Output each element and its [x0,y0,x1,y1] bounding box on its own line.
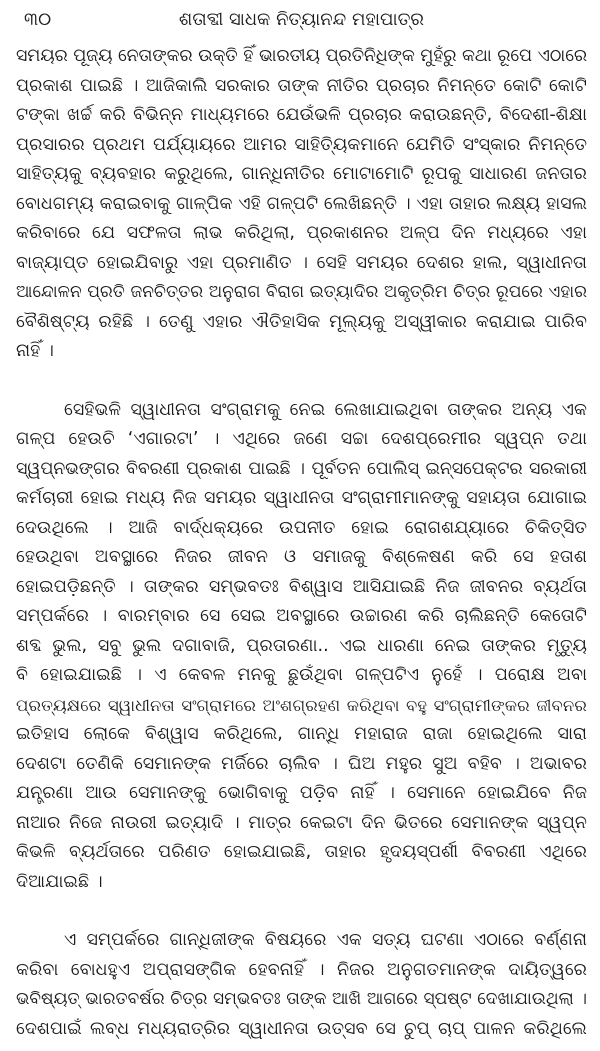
text-line: ବୋଧଗମ୍ୟ କରାଇବାକୁ ଗାଳ୍ପିକ ଏହି ଗଳ୍ପଟି ଲେଖିଛନ୍ତି । ଏହା ତାହାର ଲକ୍ଷ୍ୟ ହାସଲ [16,193,587,214]
text-line: ଇତିହାସ ଲୋକେ ବିଶ୍ୱାସ କରିଥିଲେ, ଗାନ୍ଧି ମହାରାଜ ରାଜା ହୋଇଥିଲେ ସାରା [16,724,587,744]
text-line: ପ୍ରକାଶ ପାଇଛି । ଆଜିକାଲି ସରକାର ତାଙ୍କ ନୀତିର ପ୍ରଚାର ନିମନ୍ତେ କୋଟି କୋଟି [16,75,587,96]
text-line: ପ୍ରସାରର ପ୍ରଥମ ପର୍ଯ୍ୟାୟରେ ଆମର ସାହିତ୍ୟିକମାନେ ଯେମିତି ସଂସ୍କାର ନିମନ୍ତେ [16,134,587,155]
text-line: ଯନ୍ତ୍ରଣା ଆଉ ସେମାନଙ୍କୁ ଭୋଗିବାକୁ ପଡ଼ିବ ନାହିଁ । ସେମାନେ ହୋଇଯିବେ ନିଜ [16,783,587,803]
paragraph-2 [16,396,587,898]
text-line: ସାହିତ୍ୟକୁ ବ୍ୟବହାର କରୁଥିଲେ, ଗାନ୍ଧିନୀତିର ମୋଟାମୋଟି ରୂପକୁ ସାଧାରଣ ଜନତାର [16,164,587,184]
text-line: ଏ ସମ୍ପର୍କରେ ଗାନ୍ଧିଜୀଙ୍କ ବିଷୟରେ ଏକ ସତ୍ୟ ଘଟଣା ଏଠାରେ ବର୍ଣ୍ଣନା [64,930,587,950]
text-line: ଦେଶଟା ତେଣିକି ସେମାନଙ୍କ ମର୍ଜିରେ ଚାଲିବ । ଘିଅ ମହୁର ସୁଅ ବହିବ । ଅଭାବର [16,753,587,774]
text-line: ସମ୍ପର୍କରେ । ବାରମ୍ବାର ସେ ସେଇ ଅବସ୍ଥାରେ ଉଚ୍ଚାରଣ କରି ଚାଲିଛନ୍ତି କେତୋଟି [16,606,587,626]
paragraph-3 [16,926,587,1044]
running-title: ଶତାବ୍ଦୀ ସାଧକ ନିତ୍ୟାନନ୍ଦ ମହାପାତ୍ର [178,9,425,30]
text-line: ଦେଶପାଇଁ ଲବ୍ଧ ମଧ୍ୟରାତ୍ରିର ସ୍ୱାଧୀନତା ଉତ୍ସବ ସେ ଚୁପ୍ ଚାପ୍ ପାଳନ କରିଥିଲେ [16,1018,587,1039]
page-header [16,0,587,42]
text-line: ଦେଉଥିଲେ । ଆଜି ବାର୍ଦ୍ଧକ୍ୟରେ ଉପନୀତ ହୋଇ ରୋଗଶଯ୍ୟାରେ ଚିକିତ୍ସିତ [16,517,587,538]
text-line: ବୈଶିଷ୍ଟ୍ୟ ରହିଛି । ତେଣୁ ଏହାର ଐତିହାସିକ ମୂଲ୍ୟକୁ ଅସ୍ୱୀକାର କରାଯାଇ ପାରିବ [16,311,587,332]
text-line: ଗଳ୍ପ ହେଉଚି ‘ଏଗାରଟା’ । ଏଥିରେ ଜଣେ ସଚ୍ଚା ଦେଶପ୍ରେମୀର ସ୍ୱପ୍ନ ତଥା [16,429,587,449]
text-line: ଟଙ୍କା ଖର୍ଚ୍ଚ କରି ବିଭିନ୍ନ ମାଧ୍ୟମରେ ଯେଉଁଭଳି ପ୍ରଚାର କରାଉଛନ୍ତି, ବିଦେଶୀ-ଶିକ୍ଷା [16,105,587,125]
text-line: ବାଜ୍ୟାପ୍ତ ହୋଇଯିବାରୁ ଏହା ପ୍ରମାଣିତ । ସେହି ସମୟର ଦେଶର ହାଲ, ସ୍ୱାଧୀନତା [16,252,587,273]
text-line: ନାହିଁ । [16,341,54,361]
text-line: ସେହିଭଳି ସ୍ୱାଧୀନତା ସଂଗ୍ରାମକୁ ନେଇ ଲେଖାଯାଇଥିବା ତାଙ୍କର ଅନ୍ୟ ଏକ [64,399,587,420]
text-line: କରିବାରେ ଯେ ସଫଳତା ଲାଭ କରିଥିଲା, ପ୍ରକାଶନର ଅଳ୍ପ ଦିନ ମଧ୍ୟରେ ଏହା [16,223,587,243]
text-line: ବି ହୋଇଯାଇଛି । ଏ କେବଳ ମନକୁ ଛୁଉଁଥିବା ଗଳ୍ପଟିଏ ନୁହେଁ । ପରୋକ୍ଷ ଅବା [16,665,587,685]
text-line: ଦିଆଯାଇଛି । [16,871,103,892]
text-line: ପ୍ରତ୍ୟକ୍ଷରେ ସ୍ୱାଧୀନତା ସଂଗ୍ରାମରେ ଅଂଶଗ୍ରହଣ କରିଥିବା ବହୁ ସଂଗ୍ରାମୀଙ୍କର ଜୀବନର [16,694,587,715]
text-line: ସ୍ୱପ୍ନଭଙ୍ଗର ବିବରଣୀ ପ୍ରକାଶ ପାଇଛି । ପୂର୍ବତନ ପୋଲିସ୍ ଇନ୍ସପେକ୍ଟର ସରକାରୀ [16,458,587,479]
text-line: ଭବିଷ୍ୟତ୍ ଭାରତବର୍ଷର ଚିତ୍ର ସମ୍ଭବତଃ ତାଙ୍କ ଆଖି ଆଗରେ ସ୍ପଷ୍ଟ ଦେଖାଯାଉଥିଲା । [16,989,587,1009]
text-line: ନାଆର ନିଜେ ନାଉରୀ ଇତ୍ୟାଦି । ମାତ୍ର କେଇଟା ଦିନ ଭିତରେ ସେମାନଙ୍କ ସ୍ୱପ୍ନ [16,812,587,833]
text-line: ଶବ୍ଦ ଭୁଲ, ସବୁ ଭୁଲ ଦଗାବାଜି, ପ୍ରତାରଣା.. ଏଇ ଧାରଣା ନେଇ ତାଙ୍କର ମୃତ୍ୟୁ [16,635,587,656]
text-line: କର୍ମଚାରୀ ହୋଇ ମଧ୍ୟ ନିଜ ସମୟର ସ୍ୱାଧୀନତା ସଂଗ୍ରାମୀମାନଙ୍କୁ ସହାୟତା ଯୋଗାଇ [16,488,587,508]
text-line: ହେଉଥିବା ଅବସ୍ଥାରେ ନିଜର ଜୀବନ ଓ ସମାଜକୁ ବିଶ୍ଳେଷଣ କରି ସେ ହତାଶ [16,547,587,567]
paragraph-1 [16,42,587,367]
text-line: କରିବା ବୋଧହୁଏ ଅପ୍ରାସଙ୍ଗିକ ହେବନାହିଁ । ନିଜର ଅନୁଗତମାନଙ୍କ ଦାୟିତ୍ୱରେ [16,959,587,980]
paragraph-gap [16,367,587,396]
text-line: କିଭଳି ବ୍ୟର୍ଥତାରେ ପରିଣତ ହୋଇଯାଇଛି, ତାହାର ହୃଦୟସ୍ପର୍ଶୀ ବିବରଣୀ ଏଥିରେ [16,842,587,862]
paragraph-gap [16,897,587,926]
text-line: ସମୟର ପୂଜ୍ୟ ନେତାଙ୍କର ଉକ୍ତି ହିଁ ଭାରତୀୟ ପ୍ରତିନିଧିଙ୍କ ମୁହଁରୁ କଥା ରୂପେ ଏଠାରେ [16,46,587,66]
text-line: ହୋଇପଡ଼ିଛନ୍ତି । ତାଙ୍କର ସମ୍ଭବତଃ ବିଶ୍ୱାସ ଆସିଯାଇଛି ନିଜ ଜୀବନର ବ୍ୟର୍ଥତା [16,576,587,597]
page-number: ୩୦ [24,9,52,30]
text-line: ଆନ୍ଦୋଳନ ପ୍ରତି ଜନଚିତ୍ତର ଅନୁରାଗ ବିରାଗ ଇତ୍ୟାଦିର ଅକୃତ୍ରିମ ଚିତ୍ର ରୂପରେ ଏହାର [16,282,587,302]
